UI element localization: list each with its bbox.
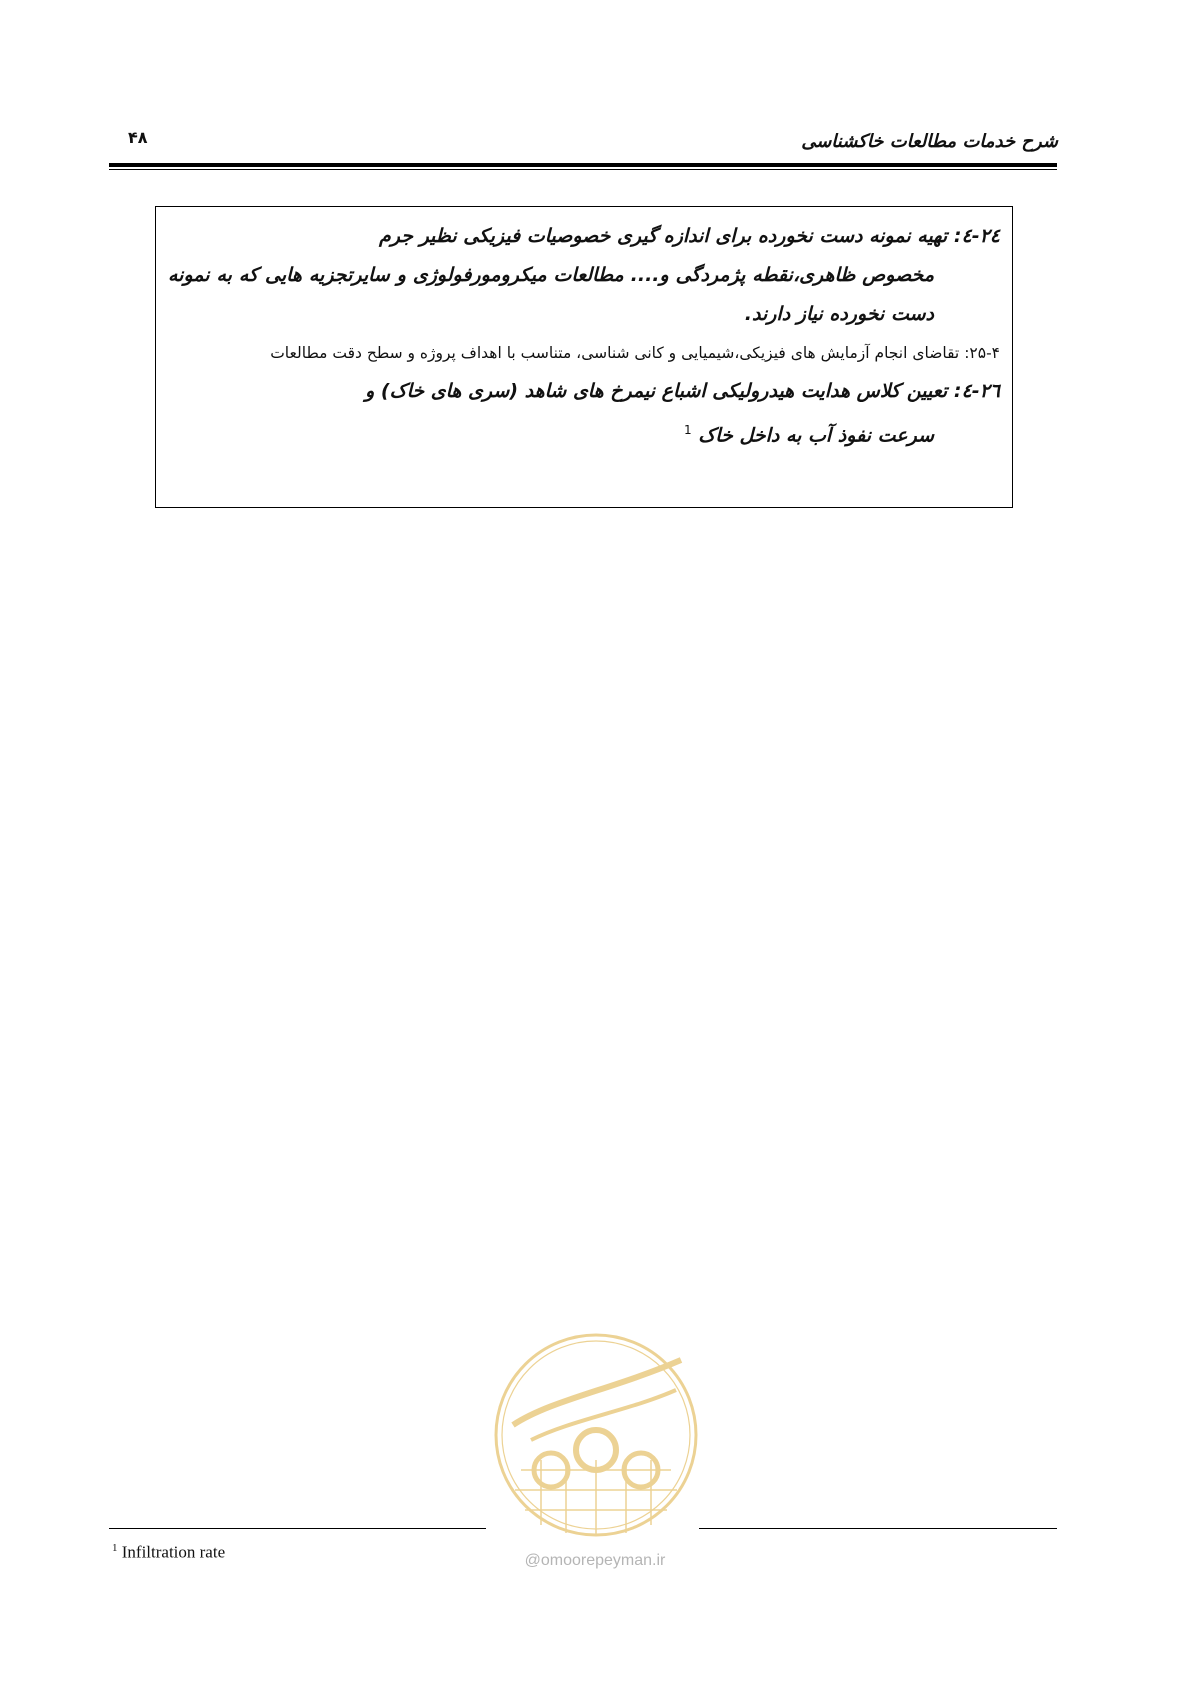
running-title: شرح خدمات مطالعات خاکشناسی [801, 131, 1058, 152]
item-24-line1: تهیه نمونه دست نخورده برای اندازه گیری خصوصیات فیزیکی نظیر جرم [378, 225, 948, 247]
item-26-continuation [168, 411, 1000, 455]
footnote-rule [699, 1528, 1057, 1529]
item-25-number: ۲۵-۴: [964, 344, 1000, 362]
item-24 [168, 217, 1000, 334]
item-26-number: ۲٦-٤: [953, 380, 1000, 402]
item-26-cont-text: سرعت نفوذ آب به داخل خاک [698, 424, 934, 447]
header-rule-thin [109, 169, 1057, 170]
footnote-reference: 1 [684, 423, 692, 437]
header-rule-thick [109, 163, 1057, 167]
item-25 [168, 337, 1000, 370]
footnote-marker: 1 [112, 1542, 118, 1554]
item-24-continuation: مخصوص ظاهری،نقطه پژمردگی و.... مطالعات میکرومورفولوژی و سایرتجزیه هایی که به نمونه دست نخورده نیاز دارند. [168, 264, 934, 325]
item-24-number: ۲٤-٤: [953, 225, 1000, 247]
footnote [112, 1542, 225, 1563]
item-26 [168, 372, 1000, 455]
page-number: ۴۸ [128, 128, 148, 147]
footnote-text: Infiltration rate [121, 1542, 226, 1562]
watermark-logo [491, 1330, 701, 1540]
item-25-text: تقاضای انجام آزمایش های فیزیکی،شیمیایی و کانی شناسی، متناسب با اهداف پروژه و سطح دقت مطالعات [270, 344, 960, 362]
content-box [155, 206, 1013, 508]
item-26-line1: تعیین کلاس هدایت هیدرولیکی اشباع نیمرخ های شاهد (سری های خاک) و [365, 380, 948, 402]
watermark-url: @omoorepeyman.ir [524, 1552, 666, 1569]
footnote-rule [109, 1528, 486, 1529]
